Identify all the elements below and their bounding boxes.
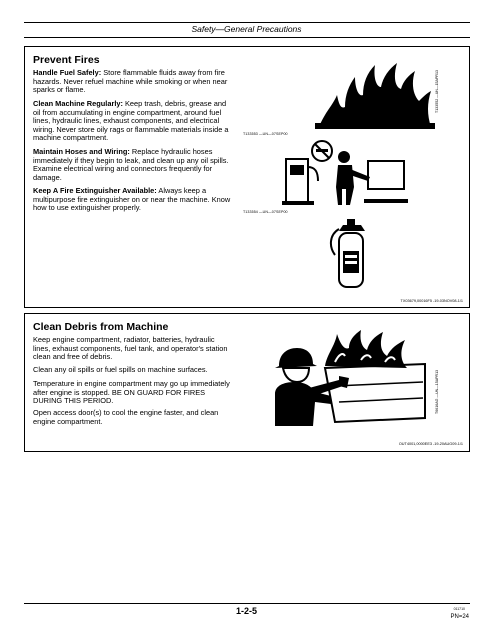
section-title: Clean Debris from Machine <box>33 321 169 333</box>
figure-caption: T133553 —UN—07SEP00 <box>243 132 288 136</box>
paragraph-maintain-hoses <box>33 148 233 182</box>
paragraph-body: Keep trash, debris, grease and oil from accumulating in engine compartment, around fuel lines, hydraulic lines, exhaust components, and electrical wiring. Never store oily rags or flammable materials inside a machine compartment. <box>33 99 229 143</box>
prevent-fires-section <box>24 46 470 308</box>
paragraph-handle-fuel <box>33 69 233 95</box>
paragraph-access-doors: Open access door(s) to cool the engine faster, and clean engine compartment. <box>33 408 219 426</box>
figure-caption-vertical: T133552 —UN—15APR13 <box>435 70 439 113</box>
flame-icon <box>315 57 435 129</box>
paragraph-fire-extinguisher <box>33 187 233 213</box>
paragraph-lead: Maintain Hoses and Wiring: <box>33 147 130 156</box>
footer-code: 011710 <box>453 607 465 611</box>
paragraph-body: Replace hydraulic hoses immediately if they begin to leak, and clean up any oil spills. Examine electrical wiring and connectors frequently for damage. <box>33 147 229 182</box>
footer-rule <box>24 603 470 604</box>
fire-extinguisher-icon <box>325 217 375 289</box>
document-reference: TX03679,00016F5 -19-03NOV08-1/1 <box>400 299 463 303</box>
paragraph-temperature: Temperature in engine compartment may go up immediately after engine is stopped. BE ON GUARD FOR FIRES DURING THIS PERIOD. <box>33 379 230 406</box>
paragraph-lead: Keep A Fire Extinguisher Available: <box>33 186 157 195</box>
header-rule-bottom <box>24 37 470 38</box>
figure-caption: T133554 —UN—07SEP00 <box>243 210 288 214</box>
paragraph-clean-machine <box>33 100 233 143</box>
section-title: Prevent Fires <box>33 54 100 66</box>
worker-cleaning-debris-icon <box>265 326 435 426</box>
paragraph-lead: Clean Machine Regularly: <box>33 99 123 108</box>
header-rule-top <box>24 22 470 23</box>
page-header-title: Safety—General Precautions <box>191 24 302 34</box>
paragraph-oil-spills: Clean any oil spills or fuel spills on machine surfaces. <box>33 365 208 374</box>
pn-number: PN=24 <box>450 614 469 620</box>
clean-debris-section <box>24 313 470 452</box>
no-smoking-fuel-pump-icon <box>280 137 410 207</box>
figure-caption-vertical: T6616AG —UN—15APR13 <box>435 369 439 414</box>
paragraph-body: Always keep a multipurpose fire extinguisher on or near the machine. Know how to use extinguisher properly. <box>33 186 231 213</box>
paragraph-keep-clean: Keep engine compartment, radiator, batteries, hydraulic lines, exhaust components, fuel tank, and operator's station clean and free of debris. <box>33 335 228 362</box>
document-reference: OUT4001,0000EE3 -19-20AUG09-1/1 <box>398 442 463 446</box>
paragraph-body: Store flammable fluids away from fire hazards. Never refuel machine while smoking or when near sparks or flame. <box>33 68 228 95</box>
paragraph-lead: Handle Fuel Safely: <box>33 68 102 77</box>
page-number: 1-2-5 <box>235 606 257 616</box>
